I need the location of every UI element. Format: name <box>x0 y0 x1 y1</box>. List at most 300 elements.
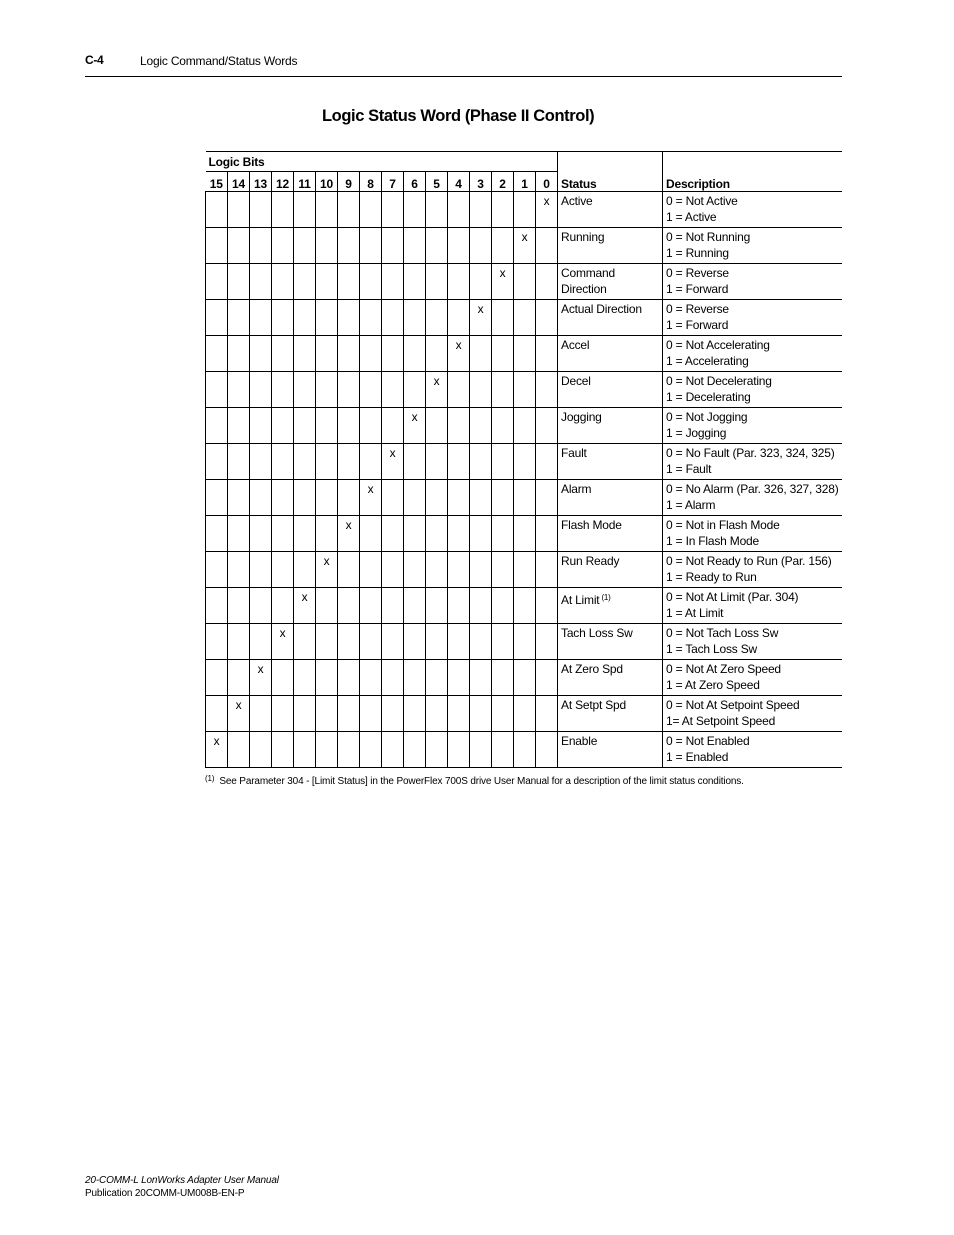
description-cell <box>663 372 842 408</box>
bit-cell-4 <box>448 480 470 516</box>
bit-cell-10 <box>316 408 338 444</box>
section-title: Logic Status Word (Phase II Control) <box>322 107 595 125</box>
bit-cell-12 <box>272 480 294 516</box>
bit-cell-5 <box>426 552 448 588</box>
bit-cell-7 <box>382 228 404 264</box>
bit-cell-15 <box>206 696 228 732</box>
bit-cell-11 <box>294 192 316 228</box>
bit-cell-4 <box>448 552 470 588</box>
description-cell <box>663 588 842 624</box>
bit-cell-5 <box>426 444 448 480</box>
bit-cell-14 <box>228 732 250 768</box>
bit-cell-3 <box>470 192 492 228</box>
bit-cell-6 <box>404 264 426 300</box>
bit-cell-5 <box>426 624 448 660</box>
status-cell <box>558 372 663 408</box>
description-line: 1 = Tach Loss Sw <box>666 641 757 656</box>
bit-cell-4 <box>448 228 470 264</box>
bit-cell-11 <box>294 732 316 768</box>
bit-mark-11: x <box>294 588 316 624</box>
bit-header-12: 12 <box>272 172 294 192</box>
bit-cell-7 <box>382 552 404 588</box>
bit-cell-9 <box>338 552 360 588</box>
bit-cell-15 <box>206 588 228 624</box>
status-label: At Setpt Spd <box>561 698 626 712</box>
bit-cell-10 <box>316 696 338 732</box>
bit-cell-10 <box>316 516 338 552</box>
table-row <box>206 228 843 264</box>
status-label: Flash Mode <box>561 518 622 532</box>
footnote <box>205 774 744 787</box>
bit-cell-11 <box>294 372 316 408</box>
bit-cell-6 <box>404 336 426 372</box>
bit-cell-11 <box>294 228 316 264</box>
description-line: 1 = Fault <box>666 461 712 476</box>
bit-cell-8 <box>360 588 382 624</box>
bit-header-2: 2 <box>492 172 514 192</box>
status-cell <box>558 444 663 480</box>
bit-cell-7 <box>382 336 404 372</box>
bit-cell-14 <box>228 336 250 372</box>
bit-cell-12 <box>272 336 294 372</box>
bit-cell-12 <box>272 444 294 480</box>
description-line: 0 = Not Accelerating <box>666 338 770 352</box>
bit-cell-10 <box>316 444 338 480</box>
bit-cell-6 <box>404 696 426 732</box>
status-cell <box>558 408 663 444</box>
bit-cell-10 <box>316 264 338 300</box>
status-cell <box>558 516 663 552</box>
bit-cell-3 <box>470 588 492 624</box>
status-cell <box>558 228 663 264</box>
table-row <box>206 408 843 444</box>
bit-cell-7 <box>382 408 404 444</box>
bit-cell-0 <box>536 696 558 732</box>
bit-cell-11 <box>294 300 316 336</box>
bit-header-0: 0 <box>536 172 558 192</box>
bit-cell-13 <box>250 336 272 372</box>
bit-cell-12 <box>272 300 294 336</box>
bit-cell-1 <box>514 264 536 300</box>
bit-cell-10 <box>316 588 338 624</box>
bit-cell-7 <box>382 660 404 696</box>
bit-cell-6 <box>404 444 426 480</box>
bit-cell-3 <box>470 732 492 768</box>
bit-cell-14 <box>228 408 250 444</box>
bit-cell-2 <box>492 624 514 660</box>
bit-cell-11 <box>294 660 316 696</box>
bit-cell-14 <box>228 624 250 660</box>
publication-number: Publication 20COMM-UM008B-EN-P <box>85 1187 245 1199</box>
description-line: 1 = At Limit <box>666 605 724 620</box>
bit-cell-13 <box>250 372 272 408</box>
table-header-row-bits <box>206 172 843 192</box>
bit-cell-13 <box>250 408 272 444</box>
description-cell <box>663 480 842 516</box>
description-cell <box>663 336 842 372</box>
bit-cell-14 <box>228 300 250 336</box>
footnote-text: See Parameter 304 - [Limit Status] in the PowerFlex 700S drive User Manual for a description of the limit status conditions. <box>219 776 744 787</box>
bit-cell-13 <box>250 228 272 264</box>
bit-cell-1 <box>514 444 536 480</box>
bit-cell-15 <box>206 192 228 228</box>
bit-header-11: 11 <box>294 172 316 192</box>
bit-cell-7 <box>382 516 404 552</box>
bit-cell-9 <box>338 444 360 480</box>
description-line: 0 = Not Tach Loss Sw <box>666 626 779 640</box>
bit-cell-9 <box>338 624 360 660</box>
bit-cell-4 <box>448 660 470 696</box>
bit-mark-12: x <box>272 624 294 660</box>
bit-cell-12 <box>272 552 294 588</box>
bit-mark-13: x <box>250 660 272 696</box>
table-row <box>206 624 843 660</box>
bit-cell-6 <box>404 480 426 516</box>
bit-cell-8 <box>360 192 382 228</box>
page-footer <box>85 1175 279 1200</box>
bit-cell-2 <box>492 480 514 516</box>
bit-cell-13 <box>250 480 272 516</box>
description-line: 1= At Setpoint Speed <box>666 713 776 728</box>
bit-mark-5: x <box>426 372 448 408</box>
status-label: Alarm <box>561 482 592 496</box>
bit-cell-5 <box>426 336 448 372</box>
bit-cell-13 <box>250 732 272 768</box>
description-line: 1 = Decelerating <box>666 389 751 404</box>
bit-cell-14 <box>228 588 250 624</box>
bit-cell-4 <box>448 444 470 480</box>
logic-bits-label: Logic Bits <box>206 152 558 172</box>
bit-cell-8 <box>360 732 382 768</box>
bit-cell-13 <box>250 696 272 732</box>
bit-mark-2: x <box>492 264 514 300</box>
bit-cell-6 <box>404 660 426 696</box>
bit-cell-15 <box>206 516 228 552</box>
bit-cell-14 <box>228 444 250 480</box>
bit-mark-0: x <box>536 192 558 228</box>
bit-cell-7 <box>382 264 404 300</box>
bit-cell-4 <box>448 408 470 444</box>
description-line: 1 = Enabled <box>666 749 729 764</box>
bit-cell-15 <box>206 264 228 300</box>
bit-cell-0 <box>536 228 558 264</box>
bit-cell-7 <box>382 696 404 732</box>
description-cell <box>663 516 842 552</box>
bit-cell-10 <box>316 624 338 660</box>
bit-header-15: 15 <box>206 172 228 192</box>
bit-cell-4 <box>448 696 470 732</box>
bit-cell-11 <box>294 444 316 480</box>
footnote-reference: (1) <box>601 593 611 602</box>
table-header-row-top <box>206 152 843 172</box>
bit-cell-15 <box>206 480 228 516</box>
bit-cell-3 <box>470 696 492 732</box>
bit-cell-9 <box>338 336 360 372</box>
description-line: 1 = Jogging <box>666 425 727 440</box>
bit-cell-9 <box>338 264 360 300</box>
bit-cell-10 <box>316 372 338 408</box>
bit-cell-8 <box>360 372 382 408</box>
description-cell <box>663 444 842 480</box>
bit-mark-1: x <box>514 228 536 264</box>
table-row <box>206 192 843 228</box>
bit-cell-13 <box>250 192 272 228</box>
bit-cell-3 <box>470 660 492 696</box>
bit-cell-6 <box>404 192 426 228</box>
bit-cell-14 <box>228 228 250 264</box>
bit-cell-6 <box>404 732 426 768</box>
bit-cell-13 <box>250 516 272 552</box>
bit-cell-15 <box>206 552 228 588</box>
status-label: Active <box>561 194 593 208</box>
bit-cell-8 <box>360 660 382 696</box>
bit-cell-5 <box>426 192 448 228</box>
description-cell <box>663 660 842 696</box>
bit-mark-14: x <box>228 696 250 732</box>
description-line: 1 = Forward <box>666 281 729 296</box>
bit-cell-5 <box>426 696 448 732</box>
description-line: 0 = Not Ready to Run (Par. 156) <box>666 554 832 568</box>
status-cell <box>558 192 663 228</box>
bit-cell-8 <box>360 444 382 480</box>
description-line: 0 = No Fault (Par. 323, 324, 325) <box>666 446 835 460</box>
bit-cell-8 <box>360 336 382 372</box>
bit-cell-7 <box>382 480 404 516</box>
bit-cell-12 <box>272 732 294 768</box>
bit-cell-12 <box>272 228 294 264</box>
description-cell <box>663 408 842 444</box>
bit-cell-3 <box>470 408 492 444</box>
description-line: 1 = Running <box>666 245 729 260</box>
bit-cell-5 <box>426 300 448 336</box>
description-cell <box>663 624 842 660</box>
status-cell <box>558 300 663 336</box>
bit-cell-8 <box>360 516 382 552</box>
bit-cell-14 <box>228 264 250 300</box>
bit-cell-3 <box>470 480 492 516</box>
bit-cell-11 <box>294 480 316 516</box>
status-header-spacer <box>558 152 663 172</box>
status-cell <box>558 480 663 516</box>
description-header-spacer <box>663 152 842 172</box>
description-cell <box>663 696 842 732</box>
bit-cell-2 <box>492 336 514 372</box>
bit-cell-9 <box>338 480 360 516</box>
bit-mark-10: x <box>316 552 338 588</box>
description-line: 1 = Alarm <box>666 497 716 512</box>
bit-cell-1 <box>514 372 536 408</box>
bit-cell-6 <box>404 588 426 624</box>
bit-mark-7: x <box>382 444 404 480</box>
status-label: Actual Direction <box>561 302 642 316</box>
bit-cell-9 <box>338 228 360 264</box>
status-header: Status <box>558 172 663 192</box>
bit-cell-4 <box>448 516 470 552</box>
bit-cell-1 <box>514 408 536 444</box>
bit-cell-0 <box>536 624 558 660</box>
table-row <box>206 732 843 768</box>
bit-cell-15 <box>206 372 228 408</box>
table-row <box>206 264 843 300</box>
bit-cell-1 <box>514 552 536 588</box>
bit-cell-8 <box>360 300 382 336</box>
bit-cell-1 <box>514 732 536 768</box>
bit-cell-10 <box>316 192 338 228</box>
description-line: 1 = Ready to Run <box>666 569 757 584</box>
table-row <box>206 588 843 624</box>
bit-cell-0 <box>536 372 558 408</box>
page-number: C-4 <box>85 53 104 67</box>
bit-cell-5 <box>426 660 448 696</box>
footnote-marker: (1) <box>205 774 215 783</box>
bit-cell-1 <box>514 336 536 372</box>
status-label: Running <box>561 230 605 244</box>
bit-cell-8 <box>360 624 382 660</box>
bit-cell-11 <box>294 336 316 372</box>
bit-cell-6 <box>404 372 426 408</box>
status-cell <box>558 660 663 696</box>
bit-cell-10 <box>316 660 338 696</box>
status-label: Jogging <box>561 410 602 424</box>
description-line: 1 = Accelerating <box>666 353 749 368</box>
description-line: 0 = Not Active <box>666 194 738 208</box>
bit-cell-14 <box>228 372 250 408</box>
bit-cell-3 <box>470 552 492 588</box>
bit-header-4: 4 <box>448 172 470 192</box>
bit-mark-15: x <box>206 732 228 768</box>
description-header: Description <box>663 172 842 192</box>
status-cell <box>558 588 663 624</box>
bit-cell-15 <box>206 228 228 264</box>
bit-cell-6 <box>404 624 426 660</box>
bit-cell-1 <box>514 516 536 552</box>
bit-cell-10 <box>316 480 338 516</box>
description-line: 0 = Reverse <box>666 302 729 316</box>
bit-cell-4 <box>448 300 470 336</box>
bit-cell-2 <box>492 444 514 480</box>
bit-cell-13 <box>250 552 272 588</box>
table-row <box>206 336 843 372</box>
bit-cell-8 <box>360 408 382 444</box>
bit-cell-15 <box>206 624 228 660</box>
status-cell <box>558 732 663 768</box>
description-line: 1 = At Zero Speed <box>666 677 760 692</box>
bit-cell-2 <box>492 300 514 336</box>
bit-header-10: 10 <box>316 172 338 192</box>
status-cell <box>558 336 663 372</box>
bit-cell-7 <box>382 588 404 624</box>
bit-cell-0 <box>536 732 558 768</box>
bit-cell-9 <box>338 732 360 768</box>
bit-cell-7 <box>382 300 404 336</box>
bit-cell-3 <box>470 336 492 372</box>
bit-cell-12 <box>272 696 294 732</box>
bit-cell-2 <box>492 516 514 552</box>
bit-cell-4 <box>448 732 470 768</box>
bit-cell-4 <box>448 192 470 228</box>
bit-cell-0 <box>536 408 558 444</box>
bit-cell-1 <box>514 192 536 228</box>
bit-cell-11 <box>294 552 316 588</box>
bit-cell-3 <box>470 372 492 408</box>
description-line: 0 = Not Jogging <box>666 410 748 424</box>
bit-cell-15 <box>206 408 228 444</box>
bit-cell-3 <box>470 444 492 480</box>
description-cell <box>663 264 842 300</box>
bit-mark-4: x <box>448 336 470 372</box>
table-row <box>206 696 843 732</box>
bit-cell-4 <box>448 624 470 660</box>
bit-cell-0 <box>536 300 558 336</box>
bit-cell-2 <box>492 408 514 444</box>
bit-cell-8 <box>360 552 382 588</box>
bit-cell-11 <box>294 624 316 660</box>
bit-cell-5 <box>426 408 448 444</box>
bit-header-1: 1 <box>514 172 536 192</box>
bit-cell-11 <box>294 264 316 300</box>
running-title: Logic Command/Status Words <box>140 54 298 68</box>
bit-cell-1 <box>514 624 536 660</box>
bit-cell-3 <box>470 228 492 264</box>
description-line: 1 = In Flash Mode <box>666 533 760 548</box>
bit-header-13: 13 <box>250 172 272 192</box>
bit-cell-0 <box>536 588 558 624</box>
bit-cell-12 <box>272 192 294 228</box>
bit-mark-3: x <box>470 300 492 336</box>
table-row <box>206 660 843 696</box>
status-label: Command Direction <box>561 266 615 296</box>
bit-mark-9: x <box>338 516 360 552</box>
description-line: 1 = Forward <box>666 317 729 332</box>
description-line: 0 = Not Enabled <box>666 734 750 748</box>
bit-cell-6 <box>404 516 426 552</box>
table-row <box>206 444 843 480</box>
bit-cell-1 <box>514 696 536 732</box>
bit-cell-3 <box>470 516 492 552</box>
bit-cell-2 <box>492 696 514 732</box>
bit-cell-0 <box>536 444 558 480</box>
bit-cell-12 <box>272 660 294 696</box>
bit-cell-4 <box>448 372 470 408</box>
description-line: 0 = Reverse <box>666 266 729 280</box>
bit-cell-13 <box>250 444 272 480</box>
status-label: At Limit <box>561 593 600 607</box>
bit-cell-8 <box>360 264 382 300</box>
bit-cell-0 <box>536 660 558 696</box>
bit-cell-1 <box>514 588 536 624</box>
bit-cell-15 <box>206 300 228 336</box>
bit-cell-4 <box>448 588 470 624</box>
bit-cell-13 <box>250 588 272 624</box>
bit-cell-5 <box>426 480 448 516</box>
bit-cell-12 <box>272 516 294 552</box>
bit-header-5: 5 <box>426 172 448 192</box>
bit-cell-8 <box>360 696 382 732</box>
bit-cell-5 <box>426 516 448 552</box>
bit-cell-0 <box>536 336 558 372</box>
bit-cell-11 <box>294 408 316 444</box>
bit-cell-14 <box>228 552 250 588</box>
bit-cell-7 <box>382 192 404 228</box>
description-line: 0 = No Alarm (Par. 326, 327, 328) <box>666 482 839 496</box>
bit-cell-4 <box>448 264 470 300</box>
description-cell <box>663 732 842 768</box>
table-body <box>206 192 843 768</box>
description-line: 1 = Active <box>666 209 717 224</box>
bit-cell-9 <box>338 300 360 336</box>
status-cell <box>558 552 663 588</box>
status-label: At Zero Spd <box>561 662 623 676</box>
